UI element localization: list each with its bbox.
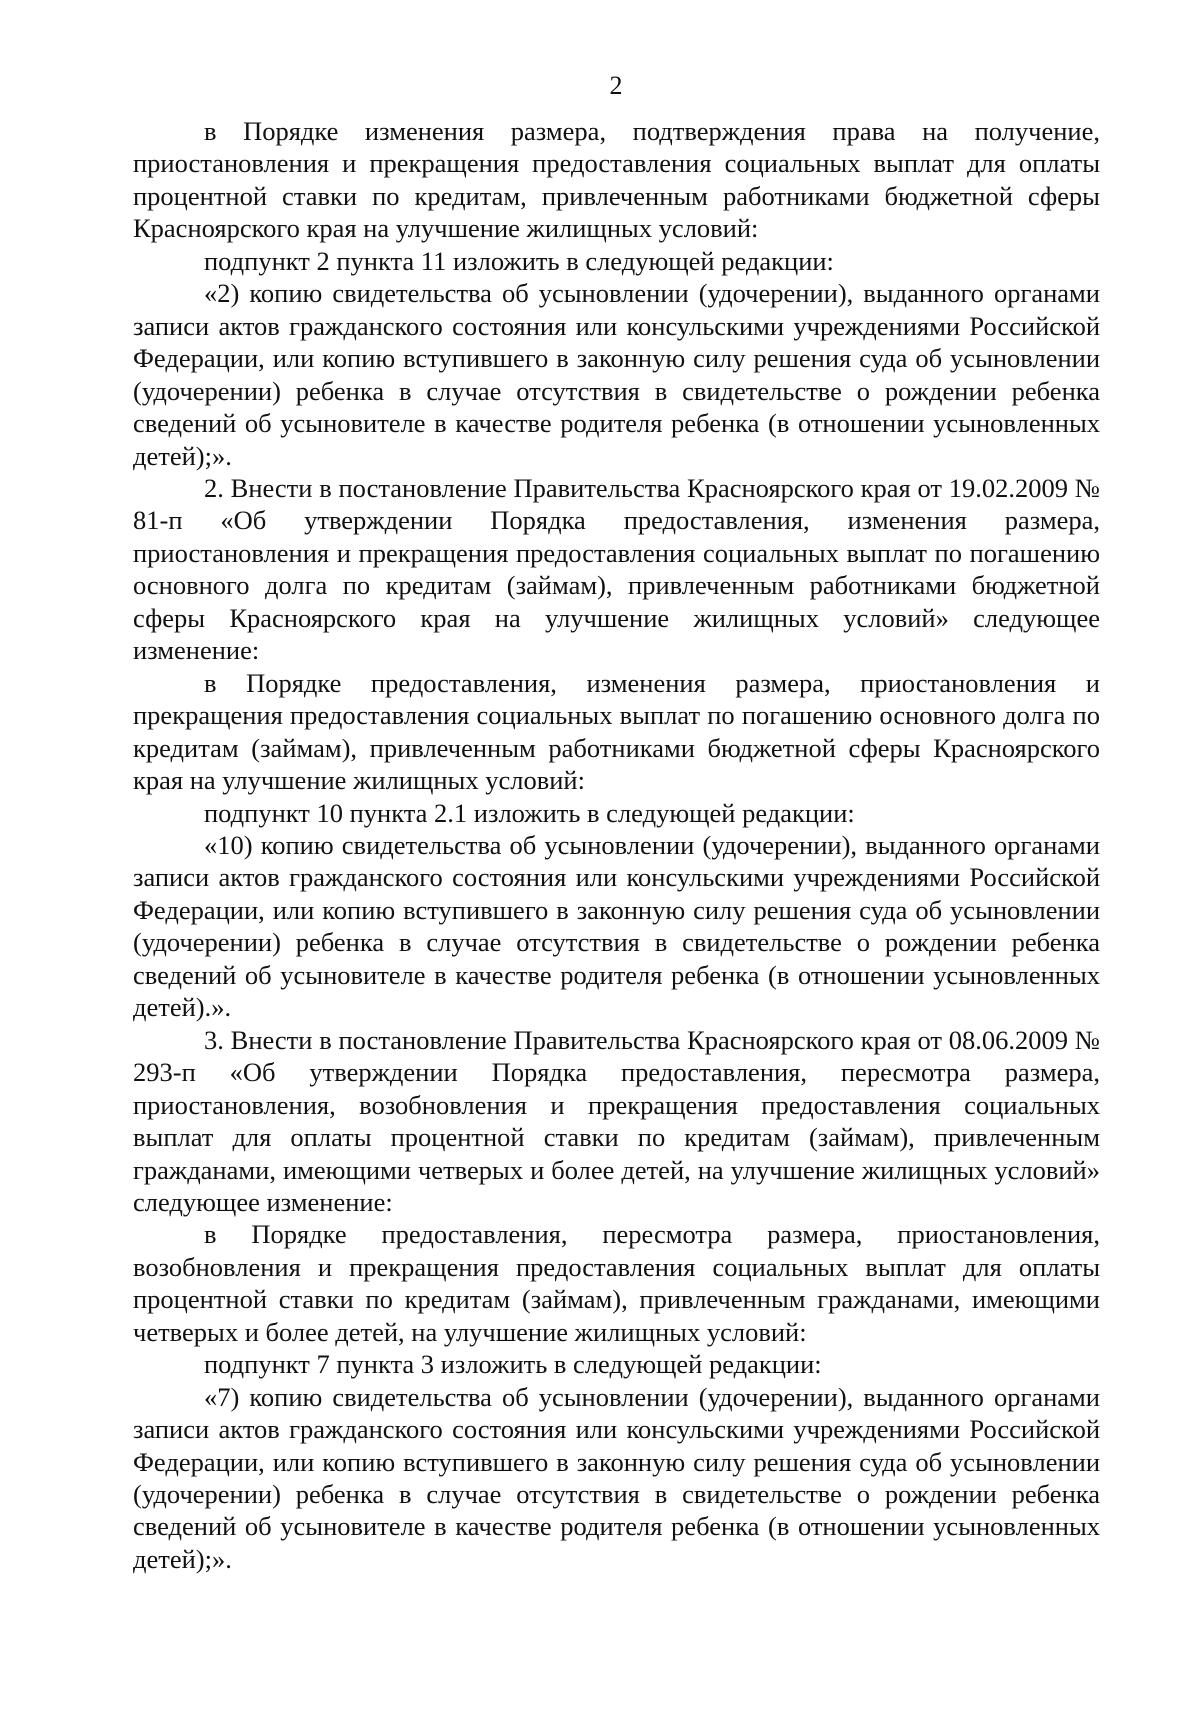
- paragraph-quote-3: «7) копию свидетельства об усыновлении (удочерении), выданного органами записи актов гражданского состояния или консульскими учреждениями Российской Федерации, или копию вступившего в законную силу решения суда об усыновлении (удочерении) ребенка в случае отсутствия в свидетельстве о рождении ребенка сведений об усыновителе в качестве родителя ребенка (в отношении усыновленных детей);».: [133, 1381, 1100, 1574]
- paragraph-subclause-1: подпункт 2 пункта 11 изложить в следующей редакции:: [204, 245, 834, 276]
- paragraph-item-3: 3. Внести в постановление Правительства Красноярского края от 08.06.2009 № 293-п «Об утверждении Порядка предоставления, пересмотра размера, приостановления, возобновления и прекращения предоставления социальных выплат для оплаты процентной ставки по кредитам (займам), привлеченным гражданами, имеющими четверых и более детей, на улучшение жилищных условий» следующее изменение:: [133, 1024, 1100, 1217]
- paragraph-quote-2: «10) копию свидетельства об усыновлении (удочерении), выданного органами записи актов гражданского состояния или консульскими учреждениями Российской Федерации, или копию вступившего в законную силу решения суда об усыновлении (удочерении) ребенка в случае отсутствия в свидетельстве о рождении ребенка сведений об усыновителе в качестве родителя ребенка (в отношении усыновленных детей).».: [133, 829, 1100, 1023]
- page-number: 2: [609, 71, 623, 100]
- paragraph-procedure-2: в Порядке предоставления, изменения размера, приостановления и прекращения предоставления социальных выплат по погашению основного долга по кредитам (займам), привлеченным работниками бюджетной сферы Красноярского края на улучшение жилищных условий:: [133, 667, 1100, 796]
- paragraph-quote-1: «2) копию свидетельства об усыновлении (удочерении), выданного органами записи актов гражданского состояния или консульскими учреждениями Российской Федерации, или копию вступившего в законную силу решения суда об усыновлении (удочерении) ребенка в случае отсутствия в свидетельстве о рождении ребенка сведений об усыновителе в качестве родителя ребенка (в отношении усыновленных детей);».: [133, 278, 1100, 471]
- paragraph-procedure-1: в Порядке изменения размера, подтверждения права на получение, приостановления и прекращения предоставления социальных выплат для оплаты процентной ставки по кредитам, привлеченным работниками бюджетной сферы Красноярского края на улучшение жилищных условий:: [133, 116, 1100, 244]
- paragraph-subclause-3: подпункт 7 пункта 3 изложить в следующей редакции:: [204, 1349, 822, 1380]
- paragraph-item-2: 2. Внести в постановление Правительства Красноярского края от 19.02.2009 № 81-п «Об утверждении Порядка предоставления, изменения размера, приостановления и прекращения предоставления социальных выплат по погашению основного долга по кредитам (займам), привлеченным работниками бюджетной сферы Красноярского края на улучшение жилищных условий» следующее изменение:: [133, 472, 1100, 666]
- paragraph-subclause-2: подпункт 10 пункта 2.1 изложить в следующей редакции:: [204, 797, 855, 828]
- paragraph-procedure-3: в Порядке предоставления, пересмотра размера, приостановления, возобновления и прекращения предоставления социальных выплат для оплаты процентной ставки по кредитам (займам), привлеченным гражданами, имеющими четверых и более детей, на улучшение жилищных условий:: [133, 1219, 1100, 1347]
- document-body: [133, 115, 1100, 1575]
